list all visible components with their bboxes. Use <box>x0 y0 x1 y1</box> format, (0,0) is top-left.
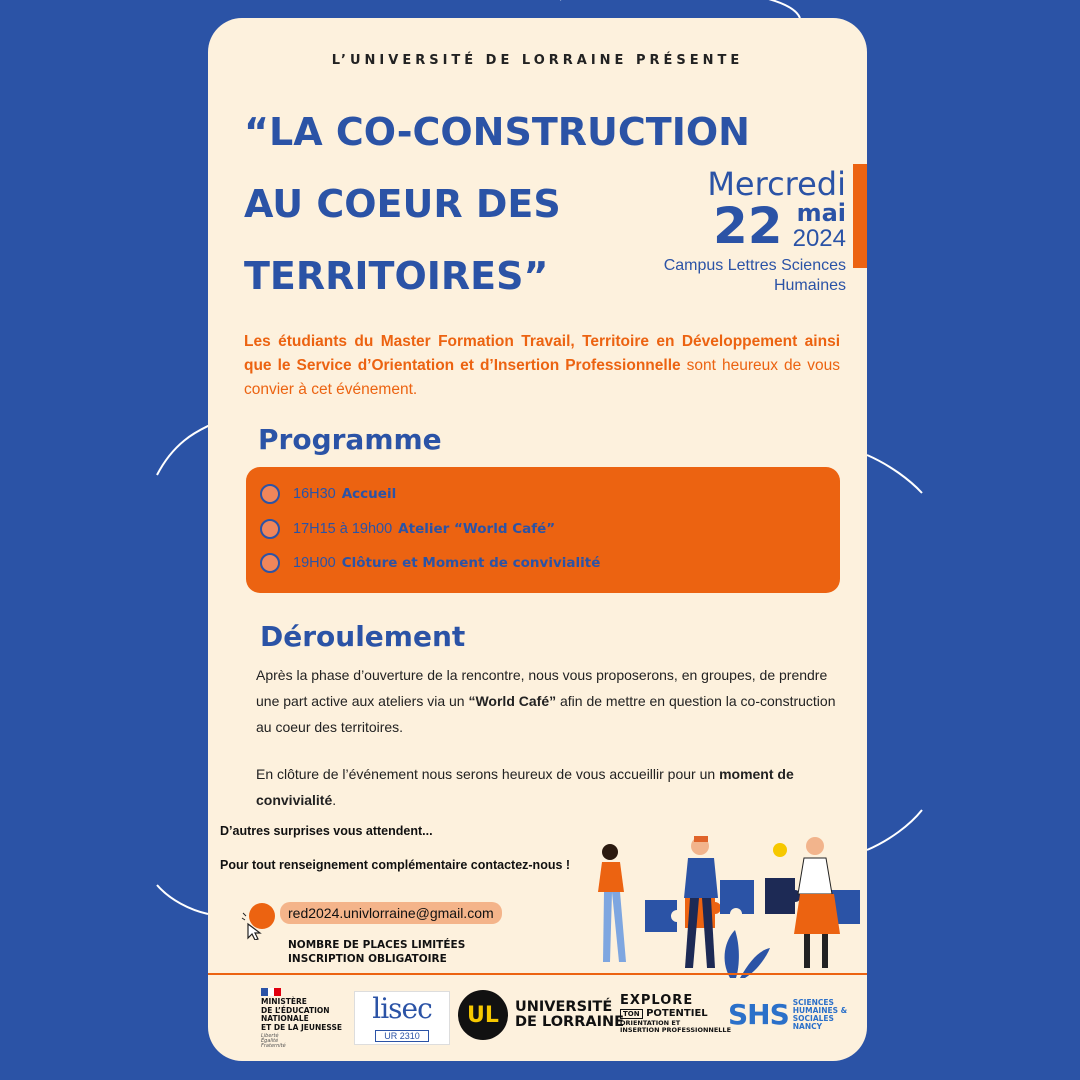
title-line-1: “LA CO-CONSTRUCTION <box>244 110 750 154</box>
shs-line: NANCY <box>792 1021 823 1031</box>
shs-line: SOCIALES <box>792 1013 834 1023</box>
places-line-2: INSCRIPTION OBLIGATOIRE <box>288 953 447 965</box>
intro-rest: sont heureux de vous convier à cet événement. <box>244 357 840 398</box>
date-year: 2024 <box>792 225 846 252</box>
explore-potentiel: POTENTIEL <box>646 1008 708 1019</box>
programme-item <box>260 519 555 539</box>
lisec-name: lisec <box>372 992 432 1025</box>
title-line-2: AU COEUR DES <box>244 182 561 226</box>
explore-line-1: EXPLORE <box>620 993 694 1008</box>
explore-line-3: ORIENTATION ET <box>620 1019 681 1027</box>
date-accent-bar <box>853 164 867 268</box>
shs-mark: SHS <box>728 998 789 1031</box>
date-number: 22 <box>713 197 783 255</box>
ministere-logo <box>261 988 342 1049</box>
date-month-year <box>793 200 846 252</box>
programme-box <box>246 467 840 593</box>
ul-mark-icon: UL <box>458 990 508 1040</box>
programme-item <box>260 553 600 573</box>
shs-line: HUMAINES & <box>792 1005 848 1015</box>
bullet-icon <box>260 553 280 573</box>
p2-bold: moment de convivialité <box>256 766 794 808</box>
date-row <box>664 197 846 255</box>
ministere-line: ET DE LA JEUNESSE <box>261 1022 342 1032</box>
programme-time: 19H00 <box>293 555 336 571</box>
ul-line-2: DE LORRAINE <box>515 1014 625 1030</box>
explore-potentiel-logo <box>620 994 731 1034</box>
deroulement-paragraph-1 <box>256 662 846 740</box>
bullet-icon <box>260 519 280 539</box>
programme-label: Atelier “World Café” <box>398 521 556 537</box>
lisec-logo <box>354 991 450 1045</box>
republic-motto <box>261 1034 342 1049</box>
shs-text <box>793 999 847 1031</box>
explore-line-4: INSERTION PROFESSIONNELLE <box>620 1026 732 1034</box>
partner-logos <box>208 988 867 1058</box>
programme-time: 16H30 <box>293 486 336 502</box>
surprises-text: D’autres surprises vous attendent... <box>220 824 433 838</box>
event-card <box>208 18 867 1061</box>
places-line-1: NOMBRE DE PLACES LIMITÉES <box>288 939 466 951</box>
motto-line: Égalité <box>261 1038 279 1044</box>
p2-text-a: En clôture de l’événement nous serons heureux de vous accueillir pour un <box>256 766 720 782</box>
p1-text-a: Après la phase d’ouverture de la rencontre, nous vous proposerons, en groupes, de prendre une part active aux ateliers via un <box>256 667 828 709</box>
explore-ton: TON <box>620 1009 643 1019</box>
deroulement-paragraph-2 <box>256 761 846 813</box>
p2-text-c: . <box>332 792 337 808</box>
programme-time: 17H15 à 19h00 <box>293 521 393 537</box>
p1-bold: “World Café” <box>468 693 557 709</box>
date-month: mai <box>796 199 846 227</box>
footer-separator <box>208 973 867 975</box>
campus-location <box>664 256 846 296</box>
ministere-line: NATIONALE <box>261 1014 309 1023</box>
contact-text: Pour tout renseignement complémentaire contactez-nous ! <box>220 858 571 872</box>
title-line-3: TERRITOIRES” <box>244 254 549 298</box>
places-notice <box>288 938 465 966</box>
programme-item <box>260 484 396 504</box>
deroulement-heading: Déroulement <box>260 620 466 653</box>
motto-line: Liberté <box>261 1033 279 1039</box>
date-day: Mercredi <box>707 165 846 203</box>
shs-nancy-logo <box>728 998 847 1031</box>
ul-line-1: UNIVERSITÉ <box>515 999 613 1015</box>
intro-text <box>244 330 840 402</box>
intro-bold: Les étudiants du Master Formation Travail, Territoire en Développement ainsi que le Service d’Orientation et d’Insertion Professionnelle <box>244 333 840 374</box>
puzzle-people-illustration <box>590 810 867 982</box>
event-date <box>663 165 846 296</box>
campus-line-2: Humaines <box>773 277 846 294</box>
motto-line: Fraternité <box>261 1043 286 1049</box>
shs-line: SCIENCES <box>792 997 834 1007</box>
universite-lorraine-logo <box>458 990 624 1040</box>
p1-text-c: afin de mettre en question la co-construction au coeur des territoires. <box>256 693 836 735</box>
ministere-line: MINISTÈRE <box>261 997 307 1006</box>
presenter-line: L’UNIVERSITÉ DE LORRAINE PRÉSENTE <box>331 53 744 68</box>
lisec-sub: UR 2310 <box>375 1030 429 1042</box>
cursor-click-icon <box>240 900 280 940</box>
bullet-icon <box>260 484 280 504</box>
programme-label: Clôture et Moment de convivialité <box>341 555 601 571</box>
programme-heading: Programme <box>258 423 442 456</box>
french-flag-icon <box>261 988 281 996</box>
ministere-line: DE L’ÉDUCATION <box>261 1005 330 1015</box>
programme-label: Accueil <box>341 486 397 502</box>
contact-email-link[interactable]: red2024.univlorraine@gmail.com <box>280 902 502 924</box>
ul-wordmark <box>515 1000 624 1030</box>
campus-line-1: Campus Lettres Sciences <box>663 257 846 274</box>
